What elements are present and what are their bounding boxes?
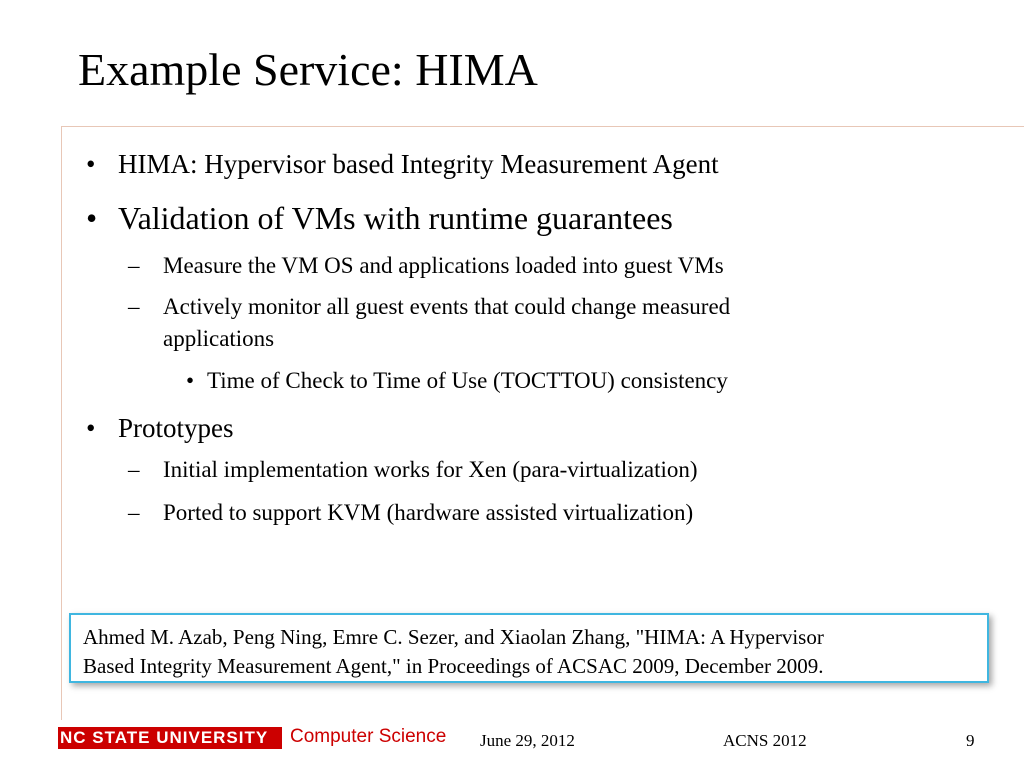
left-margin-rule [61, 126, 62, 720]
citation-line: Based Integrity Measurement Agent," in Proceedings of ACSAC 2009, December 2009. [83, 654, 824, 678]
footer-date: June 29, 2012 [480, 731, 575, 750]
dash-mark: – [128, 253, 140, 278]
title-divider [62, 126, 1024, 127]
bullet-text: HIMA: Hypervisor based Integrity Measurement Agent [118, 149, 719, 179]
sub-bullet-text-continued: applications [163, 326, 275, 351]
dash-mark: – [128, 457, 140, 482]
footer-conference: ACNS 2012 [723, 731, 807, 750]
sub-bullet-text: Measure the VM OS and applications loaded into guest VMs [163, 253, 724, 278]
bullet-mark: • [86, 149, 96, 179]
sub-bullet-text: Ported to support KVM (hardware assisted virtualization) [163, 500, 694, 525]
dash-mark: – [128, 294, 140, 319]
bullet-mark: • [186, 368, 195, 393]
slide-number: 9 [966, 731, 975, 750]
sub-bullet-text: Actively monitor all guest events that could change measured [163, 294, 731, 319]
sub-bullet-text: Initial implementation works for Xen (para-virtualization) [163, 457, 698, 482]
bullet-mark: • [86, 413, 96, 443]
bullet-mark: • [86, 200, 98, 236]
dash-mark: – [128, 500, 140, 525]
citation-line: Ahmed M. Azab, Peng Ning, Emre C. Sezer, and Xiaolan Zhang, "HIMA: A Hypervisor [83, 625, 824, 649]
bullet-text: Prototypes [118, 413, 234, 443]
slide-title: Example Service: HIMA [78, 44, 538, 95]
bullet-text: Validation of VMs with runtime guarantees [118, 200, 673, 236]
department-name: Computer Science [290, 726, 447, 747]
citation-box [69, 613, 989, 683]
university-logo: NC STATE UNIVERSITY [58, 727, 282, 749]
sub-sub-bullet-text: Time of Check to Time of Use (TOCTTOU) consistency [207, 368, 728, 393]
